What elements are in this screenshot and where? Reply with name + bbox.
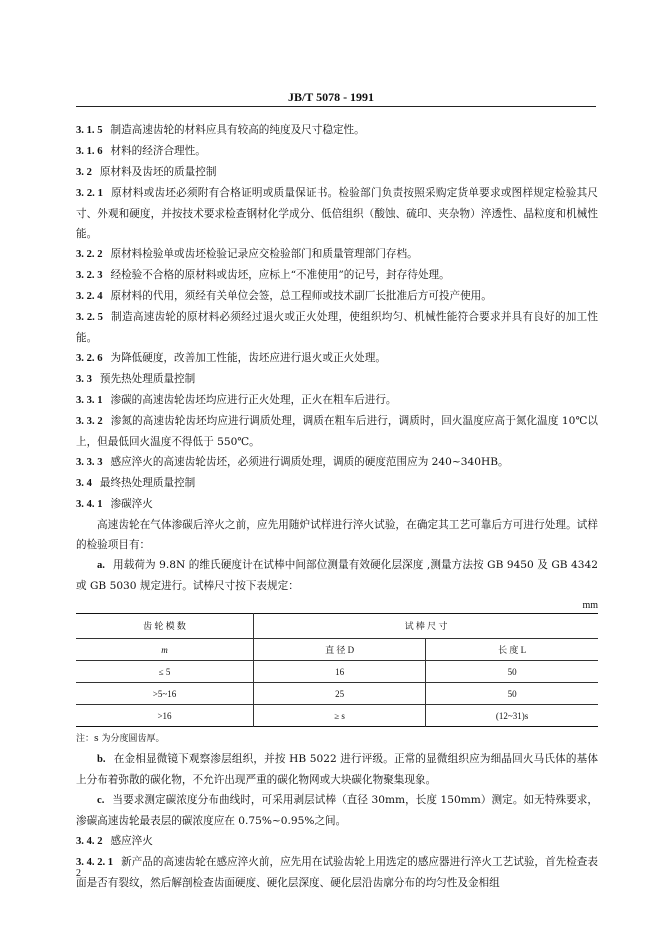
table-note: 注：s 为分度圆齿厚。: [76, 734, 165, 744]
clause-3-4-2: [76, 831, 598, 852]
clause-number: 3. 3. 1: [76, 395, 103, 406]
clause-text: 预先热处理质量控制: [99, 373, 196, 385]
table-cell: ≤ 5: [76, 661, 253, 683]
clause-number: 3. 2: [76, 167, 92, 178]
header-module-symbol: m: [76, 639, 253, 661]
clause-3-4-2-1: [76, 852, 598, 893]
clause-3-1-6: [76, 141, 598, 162]
clause-number: 3. 2. 5: [76, 312, 103, 323]
clause-3-4: [76, 473, 598, 494]
table-cell: (12~31)s: [426, 705, 598, 727]
clause-3-3: [76, 369, 598, 390]
carburizing-body: 高速齿轮在气体渗碳后淬火之前，应先用随炉试样进行淬火试验，在确定其工艺可靠后方可进行处理。试样的检验项目有：: [76, 519, 598, 551]
clause-text: 原材料及齿坯的质量控制: [99, 166, 217, 178]
clause-text: 制造高速齿轮的原材料必须经过退火或正火处理，使组织均匀、机械性能符合要求并具有良好的加工性能。: [76, 311, 599, 344]
clause-text: 新产品的高速齿轮在感应淬火前，应先用在试验齿轮上用选定的感应器进行淬火工艺试验，首先检查表面是否有裂纹，然后解剖检查齿面硬度、硬化层深度、硬化层沿齿廓分布的均匀性及金相组: [76, 856, 598, 889]
header-module: 齿 轮 模 数: [76, 614, 253, 639]
clause-text: 感应淬火的高速齿轮齿坯，必须进行调质处理，调质的硬度范围应为 240~340HB。: [110, 456, 509, 468]
clause-number: 3. 3. 3: [76, 457, 103, 468]
clause-3-2-6: [76, 348, 598, 369]
document-body: [76, 120, 598, 893]
page-number: 2: [76, 868, 81, 879]
item-label: a.: [97, 560, 105, 571]
clause-text: 渗碳淬火: [110, 498, 153, 510]
table-cell: 50: [426, 661, 598, 683]
clause-number: 3. 2. 1: [76, 188, 103, 199]
clause-3-2-5: [76, 307, 598, 348]
clause-text: 材料的经济合理性。: [110, 145, 206, 157]
clause-3-2-1: [76, 183, 598, 244]
table-row: [76, 683, 598, 705]
clause-text: 制造高速齿轮的材料应具有较高的纯度及尺寸稳定性。: [110, 124, 365, 136]
clause-text: 最终热处理质量控制: [99, 477, 196, 489]
clause-text: 感应淬火: [110, 835, 153, 847]
clause-3-2: [76, 162, 598, 183]
page-header: JB/T 5078 - 1991: [287, 90, 375, 104]
clause-text: 原材料或齿坯必须附有合格证明或质量保证书。检验部门负责按照采购定货单要求或图样规定检验其尺寸、外观和硬度，并按技术要求检查钢材化学成分、低倍组织（酸蚀、硫印、夹杂物）淬透性、晶粒度和机械性能。: [76, 187, 599, 240]
header-length: 长 度 L: [426, 639, 598, 661]
clause-text: 渗碳的高速齿轮齿坯均应进行正火处理，正火在粗车后进行。: [110, 394, 397, 406]
clause-number: 3. 4. 1: [76, 499, 103, 510]
item-label: c.: [97, 795, 105, 806]
header-rule: [76, 106, 596, 107]
clause-number: 3. 4. 2. 1: [76, 857, 114, 868]
item-a: [76, 555, 598, 596]
item-label: b.: [97, 754, 106, 765]
item-text: 当要求测定碳浓度分布曲线时，可采用剥层试棒（直径 30mm，长度 150mm）测定。如无特殊要求，渗碳高速齿轮最表层的碳浓度应在 0.75%~0.95%之间。: [76, 794, 598, 827]
table-header-row: [76, 614, 598, 639]
clause-3-4-1: [76, 494, 598, 515]
clause-number: 3. 3. 2: [76, 416, 103, 427]
clause-text: 经检验不合格的原材料或齿坯，应标上“不准使用”的记号，封存待处理。: [110, 269, 450, 281]
header-specimen-size: 试 棒 尺 寸: [253, 614, 598, 639]
clause-number: 3. 4. 2: [76, 836, 103, 847]
clause-number: 3. 1. 6: [76, 146, 103, 157]
clause-3-2-3: [76, 265, 598, 286]
clause-3-3-3: [76, 452, 598, 473]
clause-text: 渗氮的高速齿轮齿坯均应进行调质处理，调质在粗车后进行，调质时，回火温度应高于氮化温度 10℃以上，但最低回火温度不得低于 550℃。: [76, 415, 598, 448]
clause-text: 原材料检验单或齿坯检验记录应交检验部门和质量管理部门存档。: [110, 248, 418, 260]
table-cell: >16: [76, 705, 253, 727]
clause-3-3-1: [76, 390, 598, 411]
clause-number: 3. 4: [76, 478, 92, 489]
table-unit: mm: [582, 600, 598, 611]
item-c: [76, 790, 598, 831]
table-cell: >5~16: [76, 683, 253, 705]
clause-text: 原材料的代用，须经有关单位会签，总工程师或技术副厂长批准后方可投产使用。: [110, 290, 492, 302]
clause-number: 3. 2. 4: [76, 291, 103, 302]
item-text: 在金相显微镜下观察渗层组织，并按 HB 5022 进行评级。正常的显微组织应为细晶回火马氏体的基体上分布着弥散的碳化物，不允许出现严重的碳化物网或大块碳化物聚集现象。: [76, 753, 598, 786]
item-text: 用载荷为 9.8N 的维氏硬度计在试棒中间部位测量有效硬化层深度 ,测量方法按 GB 9450 及 GB 4342 或 GB 5030 规定进行。试棒尺寸按下表规定：: [76, 559, 598, 592]
clause-3-2-2: [76, 244, 598, 265]
clause-text: 为降低硬度，改善加工性能，齿坯应进行退火或正火处理。: [110, 352, 386, 364]
clause-number: 3. 3: [76, 374, 92, 385]
table-cell: 50: [426, 683, 598, 705]
table-row: [76, 705, 598, 727]
clause-number: 3. 1. 5: [76, 125, 103, 136]
clause-3-3-2: [76, 411, 598, 452]
table-row: [76, 661, 598, 683]
table-subheader-row: [76, 639, 598, 661]
clause-number: 3. 2. 3: [76, 270, 103, 281]
clause-number: 3. 2. 6: [76, 353, 103, 364]
item-b: [76, 749, 598, 790]
clause-number: 3. 2. 2: [76, 249, 103, 260]
clause-3-2-4: [76, 286, 598, 307]
table-cell: ≥ s: [253, 705, 425, 727]
table-cell: 16: [253, 661, 425, 683]
clause-3-1-5: [76, 120, 598, 141]
table-cell: 25: [253, 683, 425, 705]
header-diameter: 直 径 D: [253, 639, 425, 661]
specimen-size-table: [76, 613, 598, 727]
